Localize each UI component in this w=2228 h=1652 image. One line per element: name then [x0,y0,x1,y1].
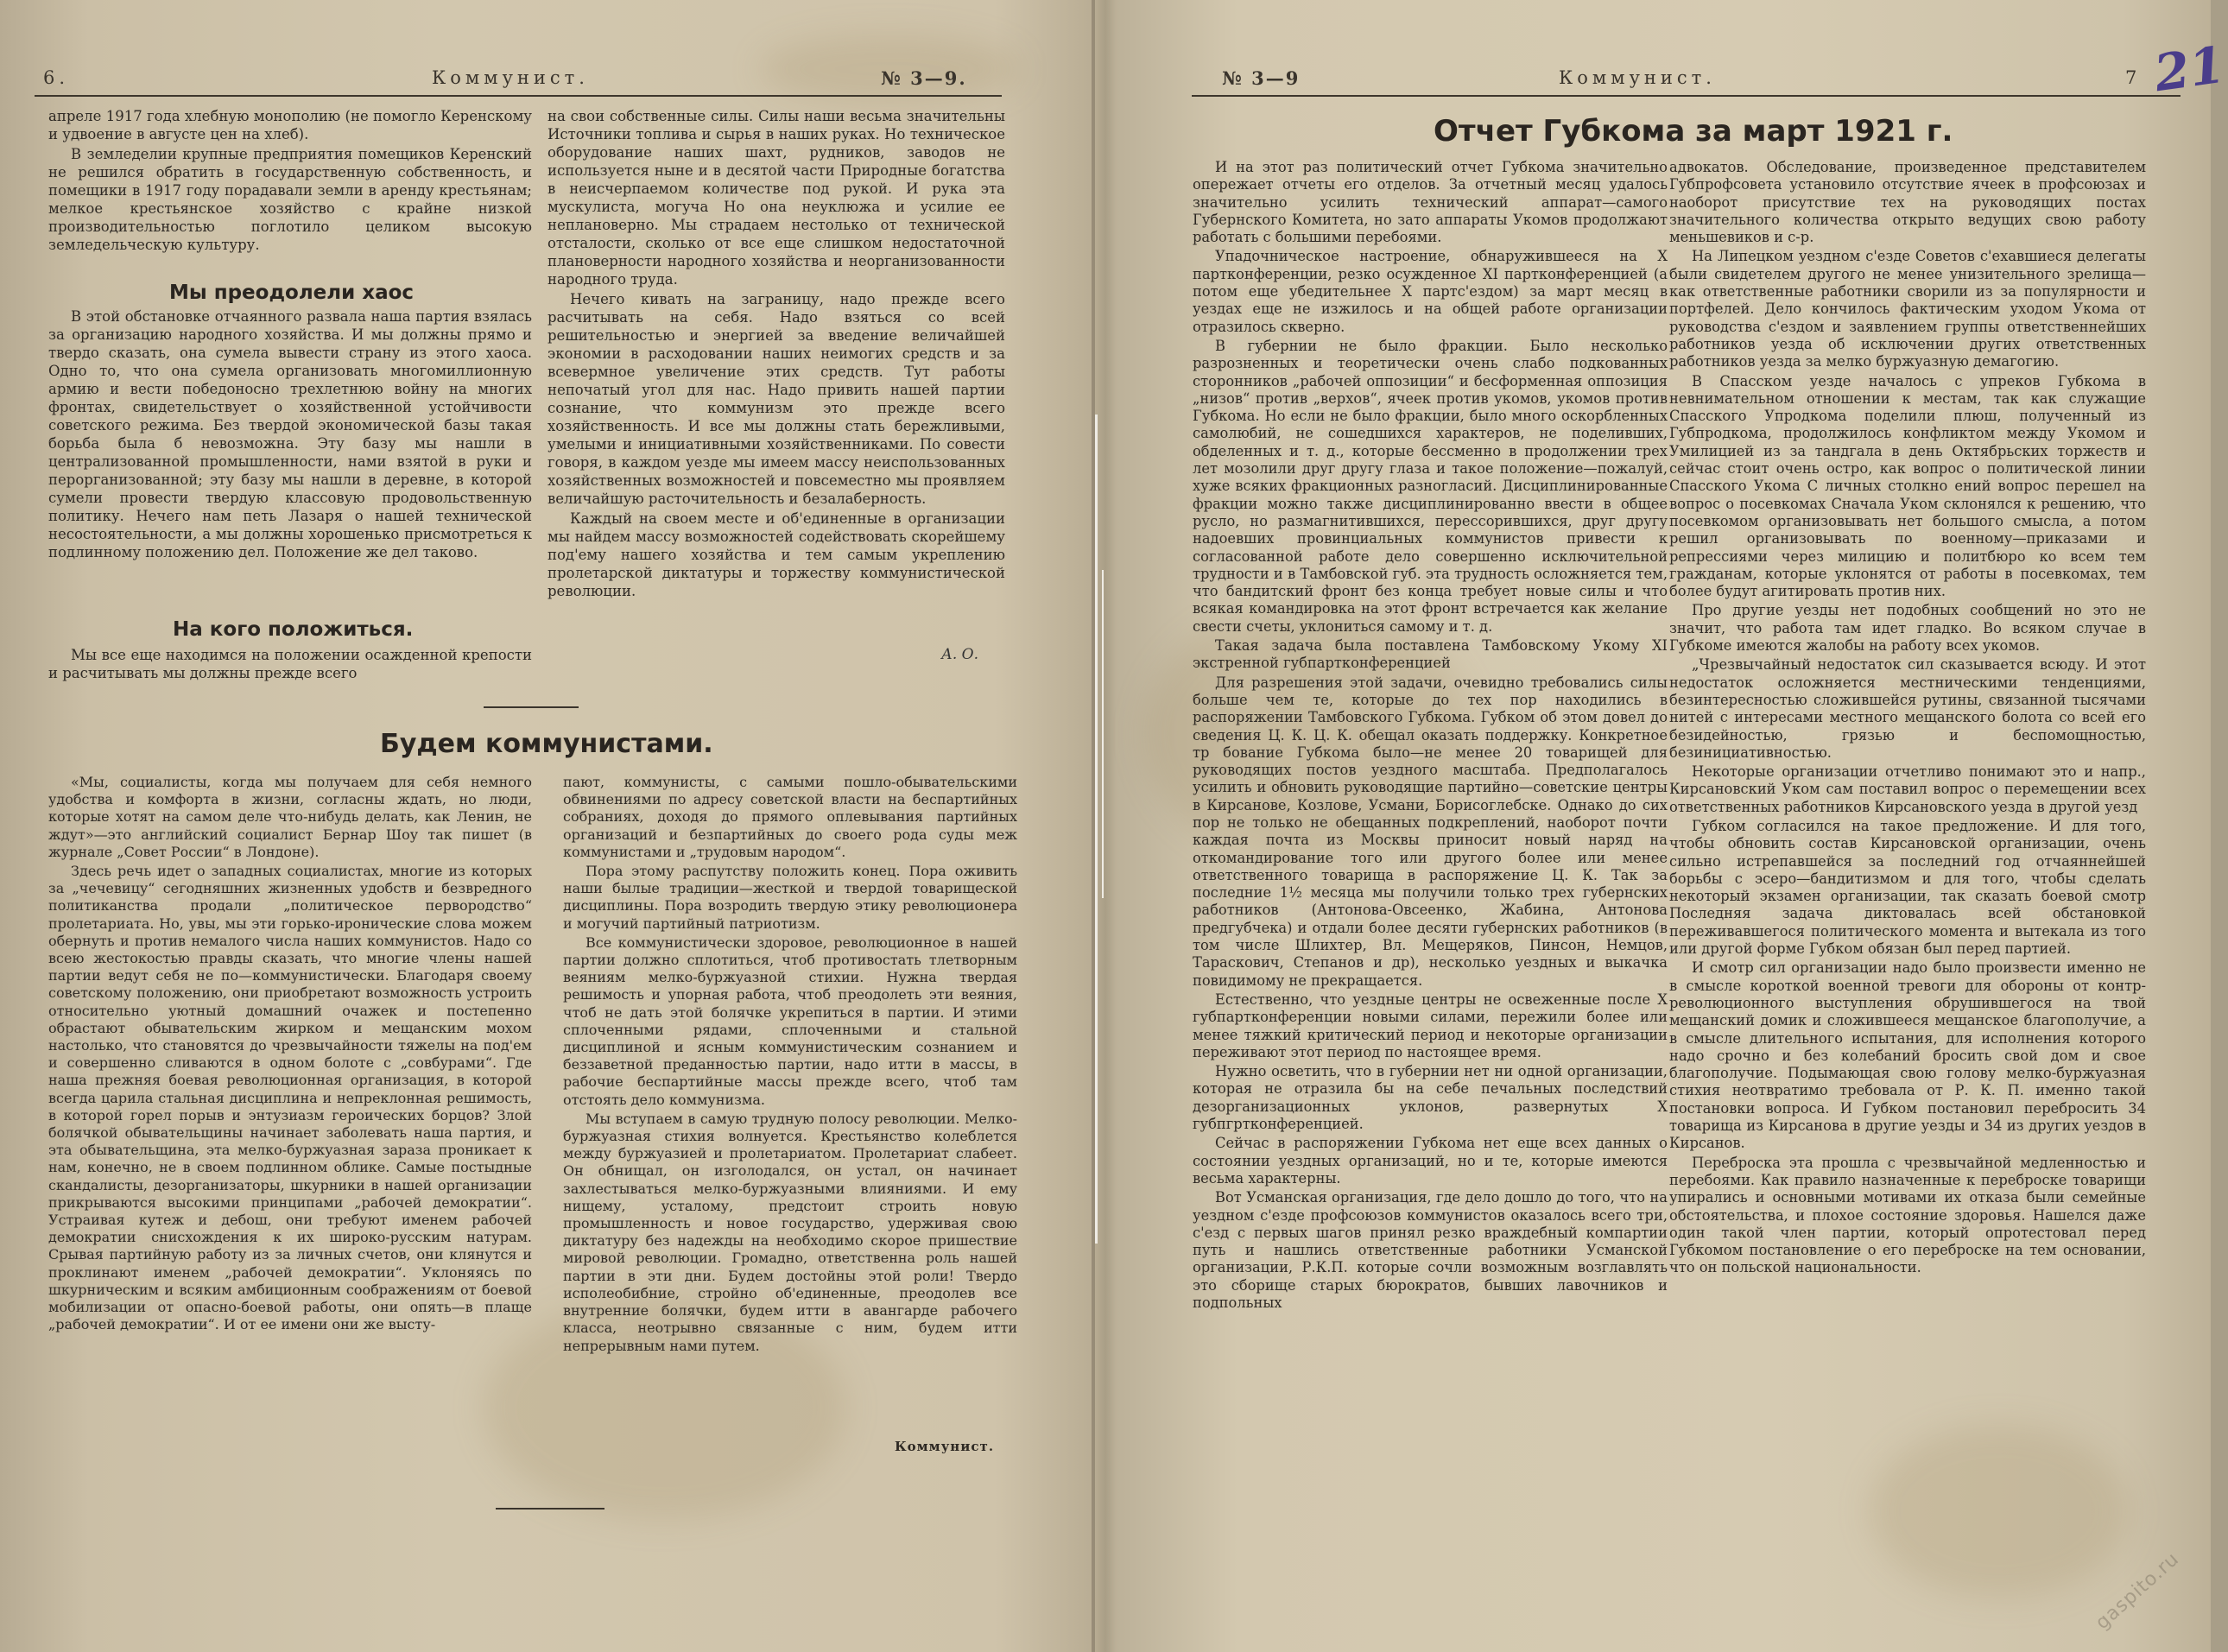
paragraph: Для разрешения этой задачи, очевидно требовались силы больше чем те, которые до тех пор находились в распоряжении Тамбовского Губкома. Губком об этом довел до сведения Ц. К. Ц. К. обещал оказать поддержку. Конкретное тр бование Губкома было—не менее 20 товарищей для руководящих постов уездного масштаба. Предполагалось усилить и обновить руководящие партийно—советские центры в Кирсанове, Козлове, Усмани, Борисоглебске. Однако до сих пор не только не обещанных подкреплений, наоборот почти каждая почта из Москвы приносит новый наряд на откомандирование того или другого более или менее ответственного товарища в распоряжение Ц. К. Так за последние 1½ месяца мы получили только трех губернских работников (Антонова-Овсеенко, Жабина, Антонова предгубчека) и отдали более десяти губернских работников (в том числе Шлихтер, Вл. Мещеряков, Пинсон, Немцов, Тараскович, Степанов и др), несколько уездных и выкачка повидимому не прекращается. [1193,674,1668,989]
paragraph: В Спасском уезде началось с упреков Губкома в невнимательном отношении к местам, так как служащие Спасского Упродкома поделили плюш, полученный из Губпродкома, продолжилось конфликтом между Укомом и Умилицией из за тандгала в день Октябрьских торжеств и сейчас стоит очень остро, как вопрос о политической линии Спасского Укома С личных столкно ений вопрос перешел на вопрос о посевкомах Сначала Уком склонялся к решению, что посевкомом организовывать нет большого смысла, а потом решил организовывать по военному—приказами и репрессиями через милицию и политбюро ко всем тем гражданам, которые уклонятся от работы в посевкомах, тем более будут агитировать против них. [1669,372,2146,600]
running-title: Коммунист. [1559,67,1716,88]
paragraph: Такая задача была поставлена Тамбовскому Укому ХI экстренной губпартконференцией [1193,637,1668,672]
header-rule [35,95,1002,97]
article-signature: Коммунист. [895,1439,995,1454]
paragraph: Мы вступаем в самую трудную полосу революции. Мелко-буржуазная стихия волнуется. Крестьянство колеблется между буржуазией и пролетариатом. Пролетариат слабеет. Он обнищал, он изголодался, он устал, он начинает захлестываться мелко-буржуазными влияниями. И ему нищему, усталому, предстоит строить новую промышленность и новое государство, удерживая свою диктатуру без надежды на необходимо скорое пришествие мировой революции. Громадно, ответственна роль нашей партии в эти дни. Будем достойны этой роли! Твердо исполеобибние, стройно об'единенные, преодолев все внутренние болячки, будем итти в авангарде рабочего класса, неотрывно связанные с ним, будем итти непрерывным нами путем. [563,1110,1017,1354]
article-column [48,774,532,1336]
paragraph: апреле 1917 года хлебную монополию (не помогло Керенскому и удвоение в августе цен на хлеб). [48,108,532,142]
paragraph: Губком согласился на такое предложение. И для того, чтобы обновить состав Кирсановской организации, очень сильно истрепавшейся за последний год отчаяннейшей борьбы с эсеро—бандитизмом и для того, чтобы сделать некоторый экзамен организации, так сказать боевой смотр Последняя задача диктовалась всей обстановкой переживавшегося политического момента и вытекала из того или другой форме Губком обязан был перед партией. [1669,817,2146,958]
article-column [48,107,532,256]
handwritten-archive-number: 21 [2150,35,2228,104]
section-heading: Мы преодолели хаос [169,282,415,304]
paragraph: Упадочническое настроение, обнаружившееся на Х партконференции, резко осужденное ХI партконференцией (а потом еще убедительнее Х партс'ездом) за март месяц в уездах еще не изжилось и на общей работе организации отразилось скверно. [1193,248,1668,335]
report-title: Отчет Губкома за март 1921 г. [1434,114,1953,149]
article-column [548,107,1005,602]
paragraph: Пора этому распутству положить конец. Пора оживить наши былые традиции—жесткой и твердой товарищеской дисциплины. Пора возродить твердую этику революционера и могучий партийный патриотизм. [563,863,1017,932]
article-column [1193,159,1668,1313]
section-heading: Будем коммунистами. [380,729,713,759]
paragraph: Про другие уезды нет подобных сообщений но это не значит, что работа там идет гладко. Во всяком случае в Губкоме имеются жалобы на работу всех укомов. [1669,602,2146,655]
paragraph: В этой обстановке отчаянного развала наша партия взялась за организацию народного хозяйства. И мы должны прямо и твердо сказать, она сумела вывести страну из этого хаоса. Одно то, что она сумела организовать многомиллионную армию и вести победоносно трехлетнюю войну на многих фронтах, свидетельствует о хозяйственной устойчивости советского режима. Без твердой экономической базы такая борьба была б невозможна. Эту базу мы нашли в централизованной промышленности, нами взятой в руки и перорганизованной; эту базу мы нашли в деревне, в которой сумели провести твердую классовую продовольственную политику. Нечего нам петь Лазаря о нашей технической несостоятельности, а мы должны хорошенько присмотреться к подлинному положению дел. Положение же дел таково. [48,308,532,560]
issue-number: № 3—9 [1222,67,1301,89]
paragraph: „Чрезвычайный недостаток сил сказывается всюду. И этот недостаток осложняется местническими тенденциями, безинтересностью сложившейся рутины, связанной тысячами нитей с интересами местного мещанского болота со всей его безидейностью, грязью и беспомощностью, безинициативностью. [1669,656,2146,761]
paragraph: На Липецком уездном с'езде Советов с'ехавшиеся делегаты были свидетелем другого не менее унизительного зрелища—как ответственные работники сворили из за популярности и портфелей. Дело кончилось фактическим уходом Укома от руководства с'ездом и заявлением группы ответственнейших работников уезда об исключении других ответственных работников уезда за мелко буржуазную демагогию. [1669,248,2146,370]
paragraph: адвокатов. Обследование, произведенное представителем Губпрофсовета установило отсутствие ячеек в профсоюзах и наоборот присутствие тех на руководящих постах значительного количества открыто ведущих свою работу меньшевиков и с-р. [1669,159,2146,246]
article-signature: А. О. [941,646,979,663]
section-heading: На кого положиться. [173,618,414,641]
article-column [48,307,532,563]
paragraph: на свои собственные силы. Силы наши весьма значительны Источники топлива и сырья в наших руках. Но техническое оборудование наших шахт, рудников, заводов не используется ныне и в десятой части Природные богатства в неисчерпаемом количестве под рукой. И рука эта мускулиста, могуча Но она неуклюжа и усилие ее неплановерно. Мы страдаем нестолько от технической отсталости, сколько от все еще слишком недостаточной плановерности народного хозяйства и неорганизованности народного труда. [548,108,1005,288]
separator-rule [484,706,579,708]
paragraph: Сейчас в распоряжении Губкома нет еще всех данных о состоянии уездных организаций, но и те, которые имеются весьма характерны. [1193,1135,1668,1187]
paragraph: Переброска эта прошла с чрезвычайной медленностью и перебоями. Как правило назначенные к переброске товарищи упирались и основными мотивами их отказа были семейные обстоятельства, и плохое состояние здоровья. Нашелся даже один такой член партии, который опротестовал перед Губкомом постановление о его переброске на тем основании, что он польской национальности. [1669,1154,2146,1276]
issue-number: № 3—9. [881,67,967,89]
paragraph: В губернии не было фракции. Было несколько разрозненных и теоретически очень слабо подкованных сторонников „рабочей оппозиции“ и бесформенная оппозиция „низов“ против „верхов“, ячеек против укомов, укомов против Губкома. Но если не было фракции, было много оскорбленных самолюбий, не сошедшихся характеров, не поделивших, обделенных и т. д., которые бессменно в продолжении трех лет мозолили друг другу глаза и такое положение—пожалуй, хуже всяких фракционных разногласий. Дисциплинированные фракции можно также дисциплинированно ввести в общее русло, но размагнитившихся, перессорившихся, друг другу надоевших провинциальных коммунистов привести к согласованной работе дело совершенно исключительной трудности и в Тамбовской губ. эта трудность осложняется тем, что бандитский фронт без конца требует новые силы и что всякая командировка на этот фронт встречается как желание свести счеты, уклониться самому и т. д. [1193,337,1668,635]
article-column [563,774,1017,1357]
paragraph: Мы все еще находимся на положении осажденной крепости и расчитывать мы должны прежде всего [48,647,532,681]
paragraph: Вот Усманская организация, где дело дошло до того, что на уездном с'езде профсоюзов коммунистов оказалось всего три, с'езд с первых шагов принял резко враждебный компартии путь и нашлись ответственные работники Усманской организации, Р.К.П. которые сочли возможным возглавлять это сборище старых бюрократов, бывших лавочников и подпольных [1193,1189,1668,1311]
paragraph: Естественно, что уездные центры не освеженные после Х губпартконференции новыми силами, пережили более или менее тяжкий критический период и некоторые организации переживают этот период по настоящее время. [1193,991,1668,1060]
paragraph: И на этот раз политический отчет Губкома значительно опережает отчеты его отделов. За отчетный месяц удалось значительно усилить технический аппарат—самого Губернского Комитета, но зато аппараты Укомов продолжают работать с большими перебоями. [1193,159,1668,246]
paper-stain [1870,1425,2129,1598]
article-column [48,646,532,684]
paragraph: «Мы, социалисты, когда мы получаем для себя немного удобства и комфорта в жизни, согласны ждать, но люди, которые хотят на самом деле что-нибудь делать, как Ленин, не ждут»—это английский социалист Бернар Шоу так пишет (в журнале „Совет России“ в Лондоне). [48,774,532,860]
paragraph: Каждый на своем месте и об'единенные в организации мы найдем массу возможностей содействовать скорейшему под'ему нашего хозяйства и тем самым укреплению пролетарской диктатуры и торжеству коммунистической революции. [548,510,1005,599]
paragraph: Все коммунистически здоровое, революционное в нашей партии должно сплотиться, чтоб противостать тлетворным веяниям мелко-буржуазной стихии. Нужна твердая решимость и упорная работа, чтоб преодолеть эти веяния, чтоб не дать этой болячке укрепиться в партии. И этими сплоченными рядами, сплоченными и стальной дисциплиной и ясным коммунистическим сознанием и беззаветной преданностью партии, надо итти в массы, в рабочие беспартийные массы прежде всего, чтоб там отстоять дело коммунизма. [563,934,1017,1108]
article-column [1669,159,2146,1279]
right-page [1092,0,2228,1652]
page-number: 7 [2125,67,2142,88]
paragraph: И смотр сил организации надо было произвести именно не в смысле короткой военной тревоги для обороны от контр-революционного выступления обрушившегося на твой мещанский домик и сложившееся мещанское благополучие, а в смысле длительного испытания, для исполнения которого надо срочно и без колебаний бросить свой дом и свое благополучие. Подымающая свою голову мелко-буржуазная стихия неотвратимо требовала от Р. К. П. именно такой постановки вопроса. И Губком постановил перебросить 34 товарища из Кирсанова в другие уезды и 34 из других уездов в Кирсанов. [1669,959,2146,1152]
paragraph: В земледелии крупные предприятия помещиков Керенский не решился обратить в государственную собственность, и помещики в 1917 году порадавали земли в аренду крестьянам; мелкое крестьянское хозяйство с крайне низкой производительностью поглотило целиком высокую земледельческую культуру. [48,146,532,253]
header-rule [1192,95,2181,97]
separator-rule [496,1508,604,1510]
left-page [0,0,1092,1652]
paragraph: Некоторые организации отчетливо понимают это и напр., Кирсановский Уком сам поставил вопрос о перемещении всех ответственных работников Кирсановского уезда в другой уезд [1669,763,2146,815]
running-title: Коммунист. [432,67,589,88]
paragraph: пают, коммунисты, с самыми пошло-обывательскими обвинениями по адресу советской власти на беспартийных собраниях, доходя до прямого оплевывания партийных организаций и безпартийных до своего рода суды меж коммунистами и „трудовым народом“. [563,774,1017,860]
paragraph: Здесь речь идет о западных социалистах, многие из которых за „чечевицу“ сегодняшних жизненных удобств и безвредного политиканства продали „политическое первородство“ пролетариата. Но, увы, мы эти горько-иронические слова можем обернуть и против немалого числа наших коммунистов. Надо со всею жестокостью правды сказать, что многие члены нашей партии ведут себя не по—коммунистически. Благодаря своему советскому положению, они приобретают возможность устроить относительно уютный домашний очажек и постепенно обрастают обывательским жирком и мещанским мохом настолько, что становятся до чрезвычайности тяжелы на под'ем и совершенно сливаются в одном болоте с „совбурами“. Где наша прежняя боевая революционная организация, в которой всегда царила стальная дисциплина и непреклонная решимость, в которой горел порыв и энтузиазм героических борцов? Злой болячкой обывательщины начинает заболевать наша партия, и эта обывательщина, эта мелко-буржуазная зараза проникает к нам, конечно, не в своем подлинном облике. Самые постыдные скандалисты, дезорганизаторы, шкурники в нашей организации прикрываются высокими принципами „рабочей демократии“. Устраивая кутеж и дебош, они требуют именем рабочей демократии снисхождения к их широко-русским натурам. Срывая партийную работу из за личных счетов, они клянутся и проклинают именем „рабочей демократии“. Уклоняясь по шкурническим и всяким амбиционным соображениям от боевой мобилизации от опасно-боевой работы, они опять—в плаще „рабочей демократии“. И от ее имени они же высту- [48,863,532,1333]
paragraph: Нечего кивать на заграницу, надо прежде всего расчитывать на себя. Надо взяться со всей решительностью и энергией за введение величайшей экономии в расходовании наших неимогих средств и за всевермное увеличение этих средств. Тут работы непочатый угол для нас. Надо привить нашей партии сознание, что коммунизм это прежде всего хозяйственность. И все мы должны стать бережливыми, умелыми и инициативными хозяйственниками. По совести говоря, в каждом уезде мы имеем массу неиспользованных хозяйственных возможностей и повсеместно мы проявляем величайшую расточительность и безалаберность. [548,291,1005,507]
paragraph: Нужно осветить, что в губернии нет ни одной организации, которая не отразила бы на себе печальных последствий дезорганизационных уклонов, развернутых Х губпгртконференцией. [1193,1063,1668,1133]
watermark-logo: gaspito.ru [2092,1548,2184,1635]
page-number: 6. [43,67,70,88]
